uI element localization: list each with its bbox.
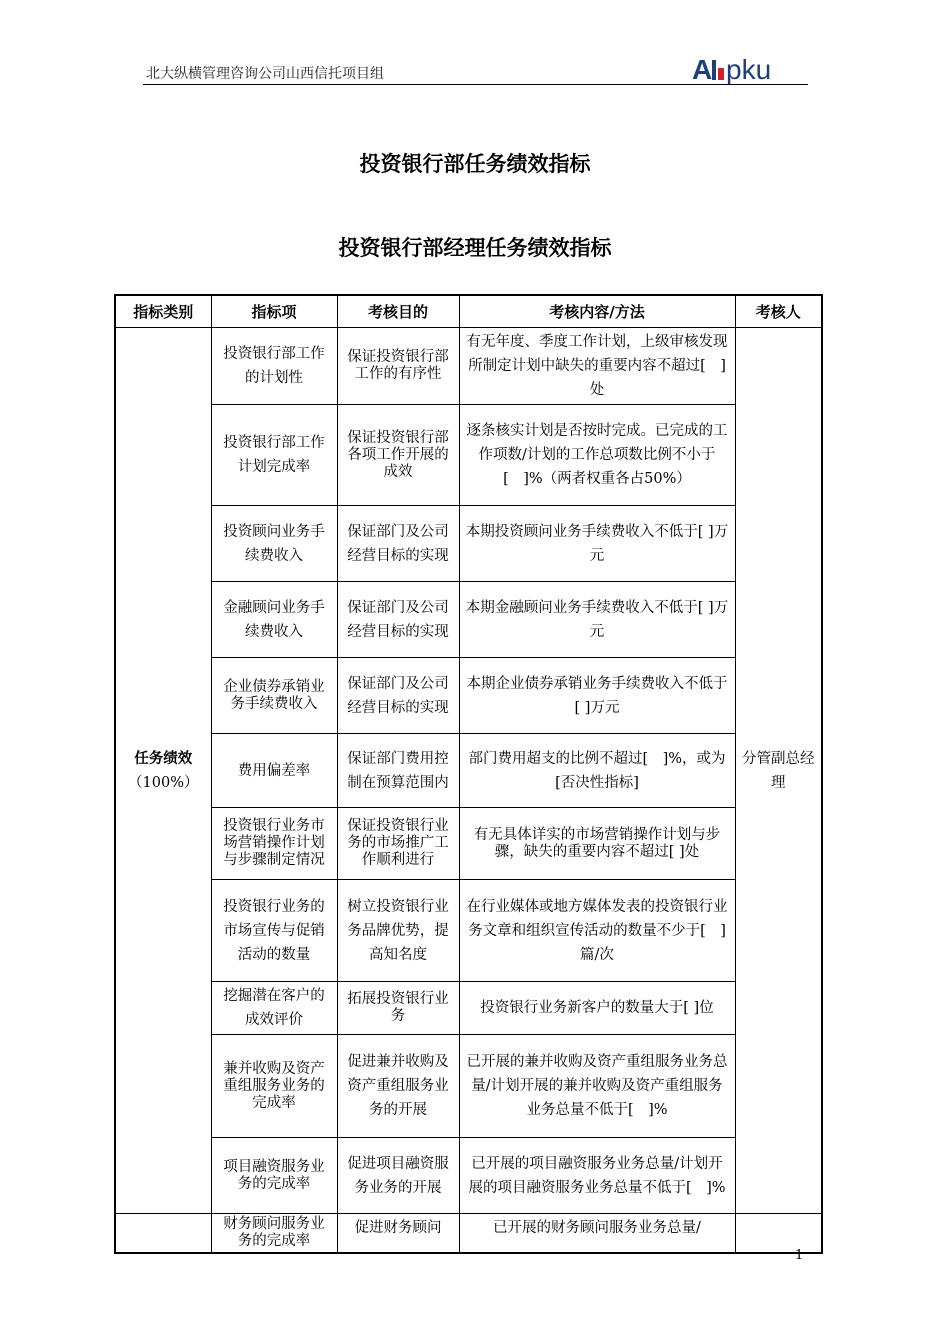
- indicator-purpose: 保证投资银行部工作的有序性: [337, 328, 459, 405]
- column-header: 考核目的: [337, 295, 459, 328]
- table-row: [115, 506, 822, 582]
- indicator-method: 已开展的财务顾问服务业务总量/: [459, 1214, 735, 1254]
- svg-text:pku: pku: [726, 55, 772, 85]
- indicator-item: 投资银行部工作计划完成率: [211, 405, 337, 506]
- assessor-cell: 分管副总经理: [735, 328, 822, 1214]
- indicator-item: 投资顾问业务手续费收入: [211, 506, 337, 582]
- page-title: 投资银行部任务绩效指标: [359, 151, 591, 176]
- indicator-item: 挖掘潜在客户的成效评价: [211, 982, 337, 1035]
- column-header: 考核人: [735, 295, 822, 328]
- indicator-item: 金融顾问业务手续费收入: [211, 582, 337, 658]
- indicator-method: 已开展的项目融资服务业务总量/计划开展的项目融资服务业务总量不低于[ ]%: [459, 1138, 735, 1214]
- indicator-purpose: 促进财务顾问: [337, 1214, 459, 1254]
- indicator-purpose: 保证部门及公司经营目标的实现: [337, 658, 459, 734]
- table-row: [115, 880, 822, 982]
- indicator-purpose: 保证部门费用控制在预算范围内: [337, 734, 459, 808]
- indicator-item: 企业债券承销业务手续费收入: [211, 658, 337, 734]
- header-divider: [143, 84, 808, 85]
- category-cell: [115, 328, 211, 1214]
- table-header-row: [115, 295, 822, 328]
- svg-text:A: A: [692, 55, 713, 85]
- indicator-purpose: 保证部门及公司经营目标的实现: [337, 506, 459, 582]
- allpku-logo: [690, 55, 810, 85]
- indicator-method: 有无具体详实的市场营销操作计划与步骤，缺失的重要内容不超过[ ]处: [459, 808, 735, 880]
- indicator-item: 财务顾问服务业务的完成率: [211, 1214, 337, 1254]
- table-row: [115, 582, 822, 658]
- indicator-item: 投资银行业务的市场宣传与促销活动的数量: [211, 880, 337, 982]
- assessor-cell-continued: [735, 1214, 822, 1254]
- table-row: [115, 328, 822, 405]
- table-row: [115, 982, 822, 1035]
- indicator-method: 本期投资顾问业务手续费收入不低于[ ]万元: [459, 506, 735, 582]
- indicator-item: 投资银行业务市场营销操作计划与步骤制定情况: [211, 808, 337, 880]
- category-weight: （100%）: [128, 774, 199, 791]
- indicator-method: 投资银行业务新客户的数量大于[ ]位: [459, 982, 735, 1035]
- indicator-method: 本期金融顾问业务手续费收入不低于[ ]万元: [459, 582, 735, 658]
- page-subtitle: 投资银行部经理任务绩效指标: [338, 235, 612, 260]
- category-label: 任务绩效: [134, 749, 193, 767]
- indicator-method: 本期企业债券承销业务手续费收入不低于[ ]万元: [459, 658, 735, 734]
- table-row: [115, 734, 822, 808]
- column-header: 指标类别: [115, 295, 211, 328]
- indicator-item: 项目融资服务业务的完成率: [211, 1138, 337, 1214]
- indicator-method: 有无年度、季度工作计划，上级审核发现所制定计划中缺失的重要内容不超过[ ]处: [459, 328, 735, 405]
- table-row: [115, 1035, 822, 1138]
- category-cell-continued: [115, 1214, 211, 1254]
- indicator-method: 在行业媒体或地方媒体发表的投资银行业务文章和组织宣传活动的数量不少于[ ]篇/次: [459, 880, 735, 982]
- indicator-purpose: 树立投资银行业务品牌优势，提高知名度: [337, 880, 459, 982]
- table-row: [115, 1138, 822, 1214]
- table-row: [115, 808, 822, 880]
- page-number: 1: [795, 1248, 804, 1263]
- kpi-table: [114, 294, 823, 1254]
- indicator-item: 投资银行部工作的计划性: [211, 328, 337, 405]
- table-row: [115, 658, 822, 734]
- indicator-purpose: 拓展投资银行业务: [337, 982, 459, 1035]
- indicator-method: 已开展的兼并收购及资产重组服务业务总量/计划开展的兼并收购及资产重组服务业务总量不低于[ ]%: [459, 1035, 735, 1138]
- indicator-purpose: 促进项目融资服务业务的开展: [337, 1138, 459, 1214]
- table-row: [115, 1214, 822, 1254]
- indicator-item: 费用偏差率: [211, 734, 337, 808]
- indicator-item: 兼并收购及资产重组服务业务的完成率: [211, 1035, 337, 1138]
- indicator-method: 逐条核实计划是否按时完成。已完成的工作项数/计划的工作总项数比例不小于[ ]%（两者权重各占50%）: [459, 405, 735, 506]
- header-org-text: 北大纵横管理咨询公司山西信托项目组: [146, 66, 384, 82]
- column-header: 考核内容/方法: [459, 295, 735, 328]
- indicator-method: 部门费用超支的比例不超过[ ]%，或为[否决性指标]: [459, 734, 735, 808]
- indicator-purpose: 保证投资银行业务的市场推广工作顺利进行: [337, 808, 459, 880]
- indicator-purpose: 保证投资银行部各项工作开展的成效: [337, 405, 459, 506]
- indicator-purpose: 促进兼并收购及资产重组服务业务的开展: [337, 1035, 459, 1138]
- indicator-purpose: 保证部门及公司经营目标的实现: [337, 582, 459, 658]
- column-header: 指标项: [211, 295, 337, 328]
- table-row: [115, 405, 822, 506]
